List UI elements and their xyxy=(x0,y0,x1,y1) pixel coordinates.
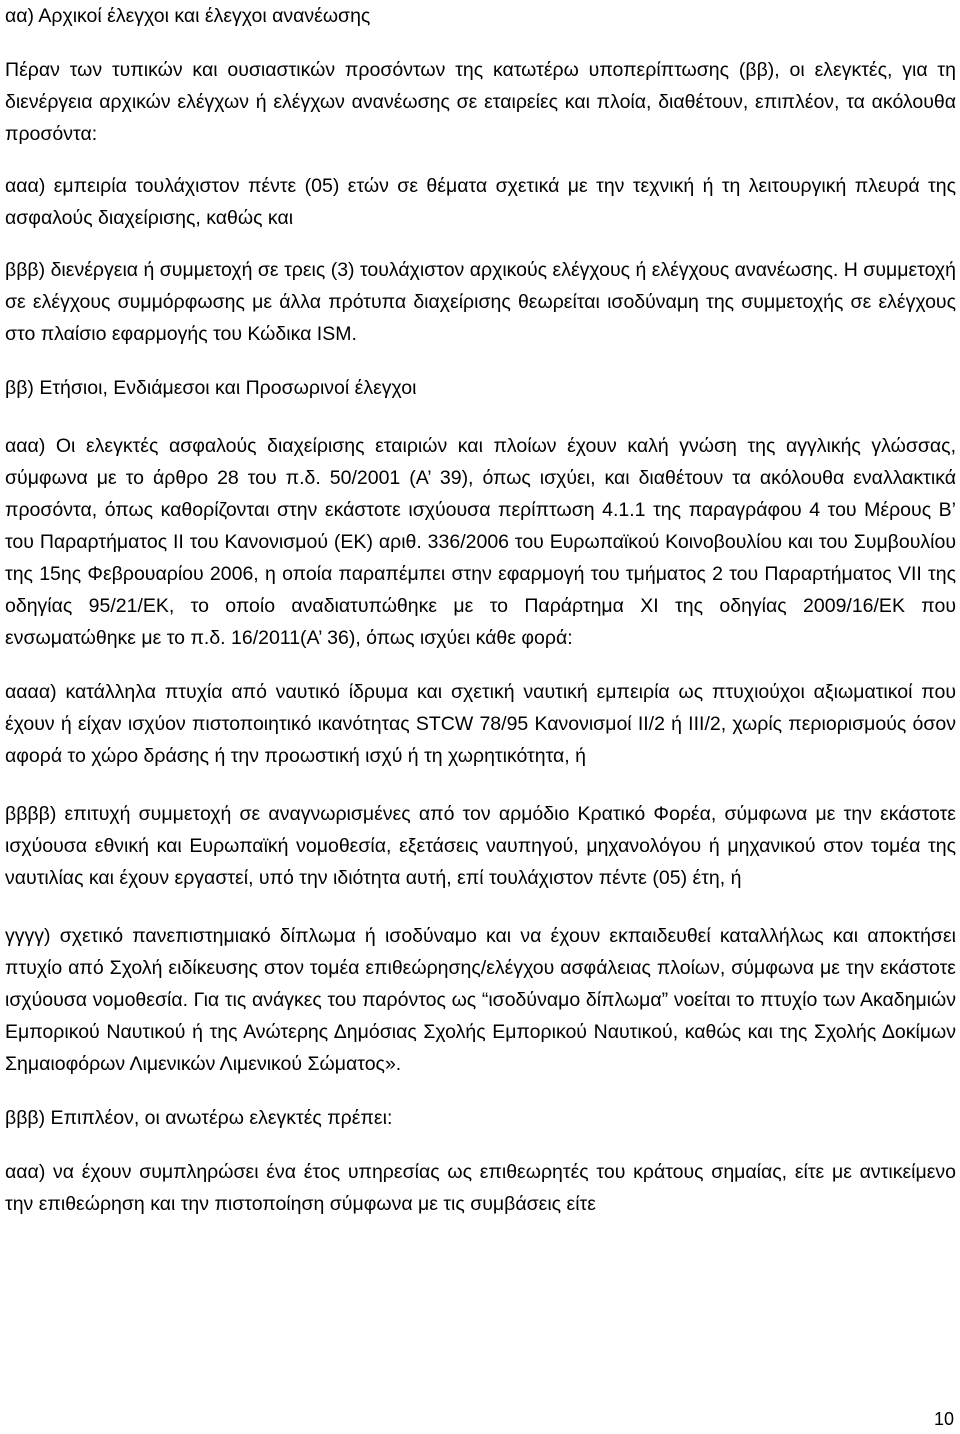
page-number: 10 xyxy=(933,1409,954,1429)
section-heading-annual-audits: ββ) Ετήσιοι, Ενδιάμεσοι και Προσωρινοί έλεγχοι xyxy=(5,377,417,399)
paragraph-auditor-language: ααα) Οι ελεγκτές ασφαλούς διαχείρισης εταιριών και πλοίων έχουν καλή γνώση της αγγλικής γλώσσας, σύμφωνα με το άρθρο 28 του π.δ. 50/2001 (Α’ 39), όπως ισχύει, και διαθέτουν τα ακόλουθα εναλλακτικά προσόντα, όπως καθορίζονται στην εκάστοτε ισχύουσα περίπτωση 4.1.1 της παραγράφου 4 του Μέρους Β’ του Παραρτήματος ΙΙ του Κανονισμού (ΕΚ) αριθ. 336/2006 του Ευρωπαϊκού Κοινοβουλίου και του Συμβουλίου της 15ης Φεβρουαρίου 2006, η οποία παραπέμπει στην εφαρμογή του τμήματος 2 του Παραρτήματος VII της οδηγίας 95/21/ΕΚ, το οποίο αναδιατυπώθηκε με το Παράρτημα ΧΙ της οδηγίας 2009/16/ΕΚ που ενσωματώθηκε με το π.δ. 16/2011(Α’ 36), όπως ισχύει κάθε φορά: xyxy=(5,435,956,649)
paragraph-qualifications-intro: Πέραν των τυπικών και ουσιαστικών προσόντων της κατωτέρω υποπερίπτωσης (ββ), οι ελεγκτές, για τη διενέργεια αρχικών ελέγχων ή ελέγχων ανανέωσης σε εταιρείες και πλοία, διαθέτουν, επιπλέον, τα ακόλουθα προσόντα: xyxy=(5,59,956,145)
paragraph-audit-participation: βββ) διενέργεια ή συμμετοχή σε τρεις (3) τουλάχιστον αρχικούς ελέγχους ή ελέγχους ανανέωσης. Η συμμετοχή σε ελέγχους συμμόρφωσης με άλλα πρότυπα διαχείρισης θεωρείται ισοδύναμη της συμμετοχής σε ελέγχους στο πλαίσιο εφαρμογής του Κώδικα ISM. xyxy=(5,259,956,345)
paragraph-university-degree: γγγγ) σχετικό πανεπιστημιακό δίπλωμα ή ισοδύναμο και να έχουν εκπαιδευθεί καταλλήλως και αποκτήσει πτυχίο από Σχολή ειδίκευσης στον τομέα επιθεώρησης/ελέγχου ασφάλειας πλοίων, σύμφωνα με την εκάστοτε ισχύουσα νομοθεσία. Για τις ανάγκες του παρόντος ως “ισοδύναμο δίπλωμα” νοείται το πτυχίο των Ακαδημιών Εμπορικού Ναυτικού ή της Ανώτερης Δημόσιας Σχολής Εμπορικού Ναυτικού, καθώς και της Σχολής Δοκίμων Σημαιοφόρων Λιμενικών Λιμενικού Σώματος». xyxy=(5,925,956,1075)
paragraph-experience-requirement: ααα) εμπειρία τουλάχιστον πέντε (05) ετών σε θέματα σχετικά με την τεχνική ή τη λειτουργική πλευρά της ασφαλούς διαχείρισης, καθώς και xyxy=(5,175,956,229)
paragraph-nautical-degrees: αααα) κατάλληλα πτυχία από ναυτικό ίδρυμα και σχετική ναυτική εμπειρία ως πτυχιούχοι αξιωματικοί που έχουν ή είχαν ισχύον πιστοποιητικό ικανότητας STCW 78/95 Κανονισμοί ΙΙ/2 ή ΙΙΙ/2, χωρίς περιορισμούς όσον αφορά το χώρο δράσης ή την προωστική ισχύ ή τη χωρητικότητα, ή xyxy=(5,681,956,767)
paragraph-engineering-exams: ββββ) επιτυχή συμμετοχή σε αναγνωρισμένες από τον αρμόδιο Κρατικό Φορέα, σύμφωνα με την εκάστοτε ισχύουσα εθνική και Ευρωπαϊκή νομοθεσία, εξετάσεις ναυπηγού, μηχανολόγου ή μηχανικού στον τομέα της ναυτιλίας και έχουν εργαστεί, υπό την ιδιότητα αυτή, επί τουλάχιστον πέντε (05) έτη, ή xyxy=(5,803,956,889)
paragraph-flag-state-service: ααα) να έχουν συμπληρώσει ένα έτος υπηρεσίας ως επιθεωρητές του κράτους σημαίας, είτε με αντικείμενο την επιθεώρηση και την πιστοποίηση σύμφωνα με τις συμβάσεις είτε xyxy=(5,1161,956,1215)
section-heading-additional-requirements: βββ) Επιπλέον, οι ανωτέρω ελεγκτές πρέπει: xyxy=(5,1107,393,1129)
section-heading-initial-renewal-audits: αα) Αρχικοί έλεγχοι και έλεγχοι ανανέωσης xyxy=(5,5,371,27)
document-page xyxy=(5,0,956,1220)
